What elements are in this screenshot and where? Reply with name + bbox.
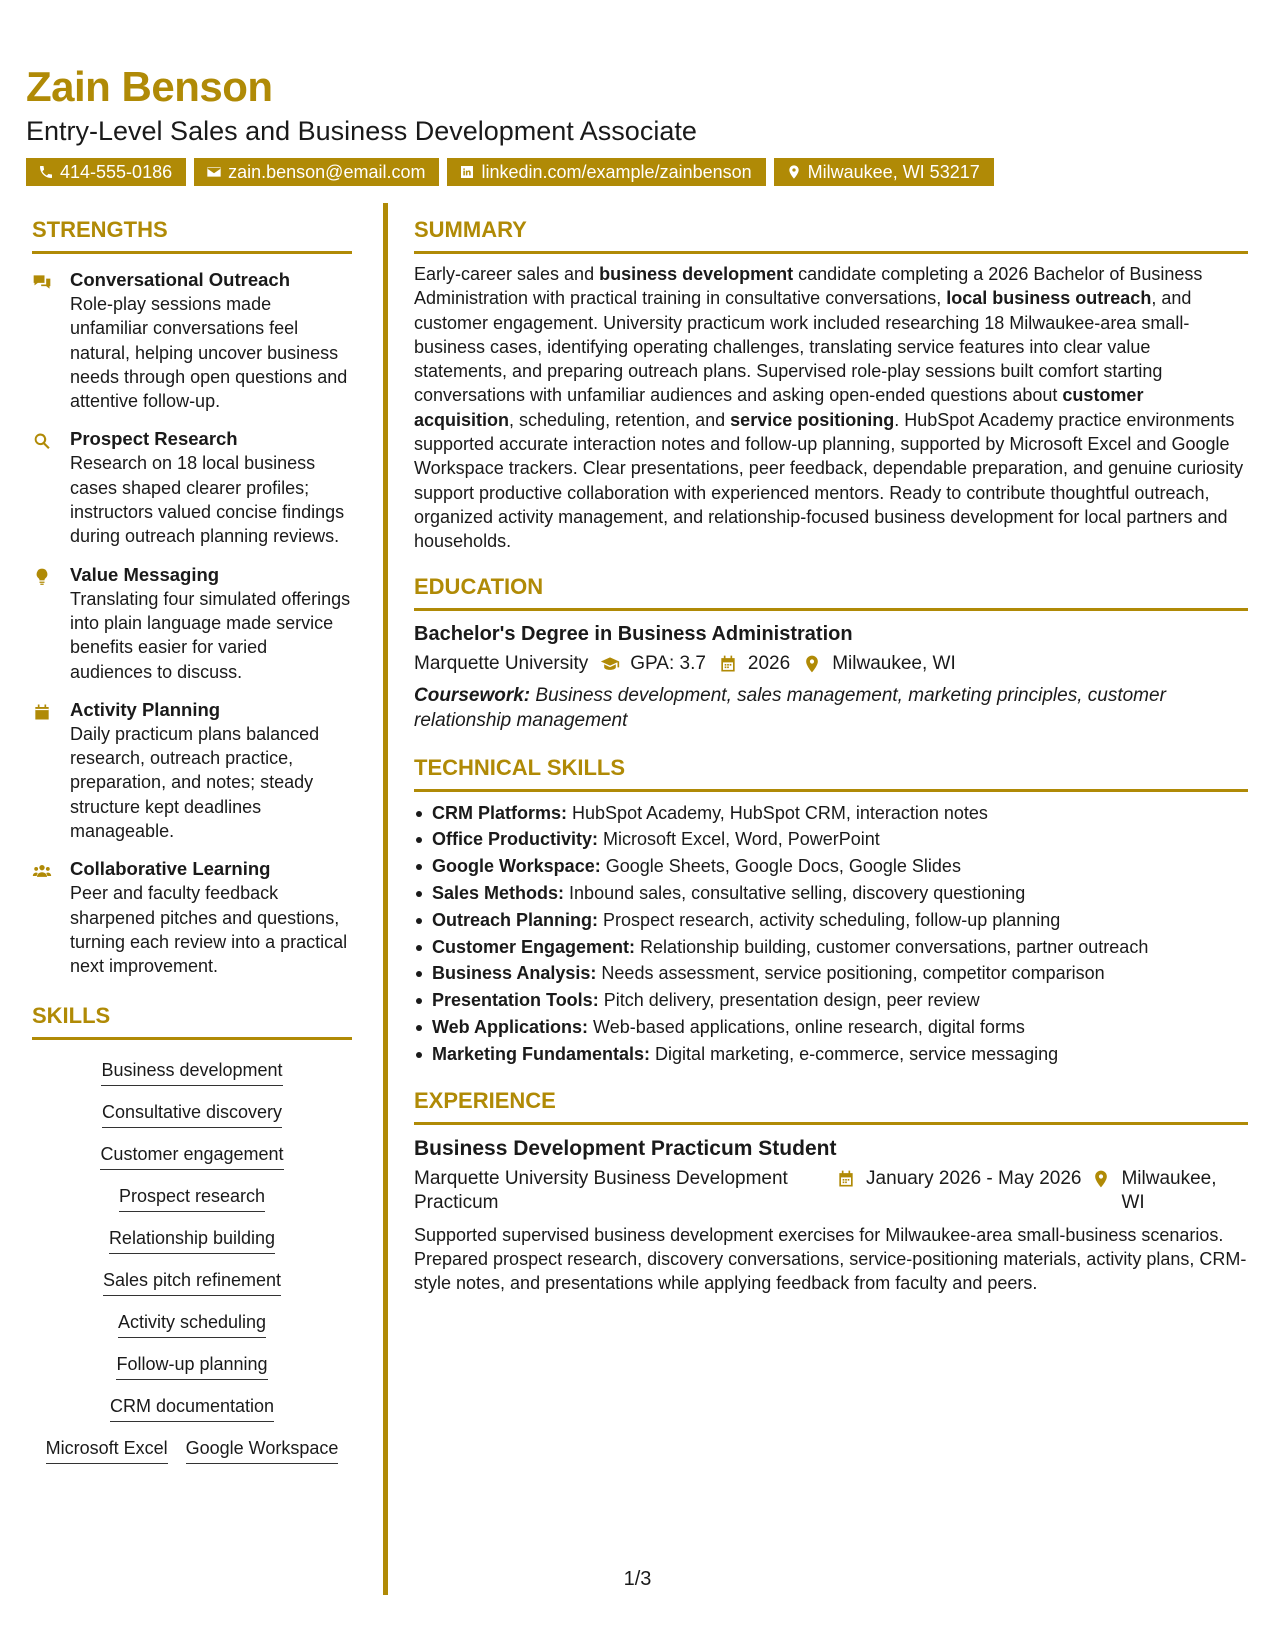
phone-chip[interactable] [26,158,186,186]
list-item [414,1014,1248,1041]
strength-title: Prospect Research [70,428,238,450]
list-item [414,880,1248,907]
skill-label: Google Workspace: [432,856,601,877]
calendar-icon [718,654,738,674]
page-number: 1/3 [623,1568,652,1590]
phone-icon [38,164,54,180]
linkedin-icon [459,164,475,180]
skill-label: Presentation Tools: [432,990,599,1011]
linkedin-text: linkedin.com/example/zainbenson [481,162,752,182]
summary-emphasis: service positioning [730,409,895,430]
skill-tag: CRM documentation [110,1394,274,1422]
education-section [414,572,1248,733]
skill-tag: Google Workspace [186,1436,339,1464]
strength-text: Peer and faculty feedback sharpened pitches and questions, turning each review into a practical next improvement. [70,883,348,977]
strength-text: Role-play sessions made unfamiliar conversations feel natural, helping uncover business needs through open questions and attentive follow-up. [70,294,348,412]
skill-tag: Relationship building [109,1226,275,1254]
strengths-heading: STRENGTHS [32,217,168,242]
technical-skills-section [414,753,1248,1068]
school-location: Milwaukee, WI [832,652,956,674]
graduation-cap-icon [600,654,620,674]
skill-label: CRM Platforms: [432,802,568,823]
job-location [1091,1167,1231,1215]
summary-part: Early-career sales and [414,264,600,284]
job-title: Business Development Practicum Student [414,1136,837,1160]
list-item [414,1041,1248,1068]
users-icon [32,861,52,881]
technical-skills-list [414,800,1248,1068]
strength-title: Collaborative Learning [70,858,271,880]
job-organization: Marquette University Business Development Practicum [414,1167,788,1213]
strength-item [32,857,352,978]
summary-emphasis: business development [599,264,794,284]
map-pin-icon [802,654,822,674]
skill-value: HubSpot Academy, HubSpot CRM, interaction notes [572,802,988,823]
job-meta [414,1167,1248,1215]
list-item [414,800,1248,827]
job-description: Supported supervised business development exercises for Milwaukee-area small-business scenarios. Prepared prospect research, discovery conversations, service-positioning materials, activity plans, CRM-style notes, and presentations while applying feedback from faculty and peers. [414,1224,1247,1294]
summary-part: , scheduling, retention, and [509,409,731,430]
right-column [414,215,1248,1295]
calendar-icon [836,1169,856,1189]
candidate-title: Entry-Level Sales and Business Development Associate [26,116,697,146]
skill-label: Sales Methods: [432,882,565,903]
strength-item [32,427,352,548]
list-item [414,826,1248,853]
skill-label: Web Applications: [432,1016,589,1037]
coursework-list: Business development, sales management, marketing principles, customer relationship management [414,684,1166,731]
skill-tag: Sales pitch refinement [103,1268,281,1296]
linkedin-chip[interactable] [447,158,765,186]
email-text: zain.benson@email.com [228,162,426,182]
degree-title: Bachelor's Degree in Business Administration [414,622,853,645]
skill-value: Web-based applications, online research, digital forms [593,1016,1025,1037]
list-item [414,960,1248,987]
list-item [414,934,1248,961]
skill-tag: Business development [101,1058,282,1086]
skill-value: Inbound sales, consultative selling, discovery questioning [569,882,1026,903]
email-chip[interactable] [194,158,439,186]
coursework [414,683,1248,733]
lightbulb-icon [32,567,52,587]
list-item [414,987,1248,1014]
skill-tag: Activity scheduling [118,1310,266,1338]
skills-heading: SKILLS [32,1002,111,1028]
map-pin-icon [786,164,802,180]
strength-text: Daily practicum plans balanced research, outreach practice, preparation, and notes; steady structure kept deadlines manageable. [70,723,320,842]
strength-title: Conversational Outreach [70,269,291,290]
summary-part: . HubSpot Academy practice environments supported accurate interaction notes and follow-up planning, supported by Microsoft Excel and Google Workspace trackers. Clear presentations, peer feedback, dependable preparation, and genuine curiosity support productive collaboration with experienced mentors. Ready to contribute thoughtful outreach, organized activity management, and relationship-focused business development for local partners and households. [414,409,1244,552]
strength-text: Translating four simulated offerings into plain language made service benefits easier for varied audiences to discuss. [70,588,351,682]
resume-header [26,62,1256,186]
summary-part: , and customer engagement. University practicum work included researching 18 Milwaukee-area small-business cases, identifying operating challenges, translating service features into clear value statements, and preparing outreach plans. Supervised role-play sessions built comfort starting conversations with unfamiliar audiences and asking open-ended questions about [414,288,1192,406]
section-rule [32,251,352,254]
section-rule [414,251,1248,254]
skill-tag: Consultative discovery [102,1100,282,1128]
skills-list [32,1050,352,1464]
section-rule [414,1122,1248,1125]
location-chip [774,158,994,186]
technical-skills-heading: TECHNICAL SKILLS [414,754,626,780]
skill-tag: Microsoft Excel [46,1436,168,1464]
strength-text: Research on 18 local business cases shaped clearer profiles; instructors valued concise findings during outreach planning reviews. [70,453,345,547]
strength-item [32,563,352,684]
skill-value: Google Sheets, Google Docs, Google Slides [605,856,961,877]
skill-label: Office Productivity: [432,829,599,850]
calendar-icon [32,702,52,722]
skill-tag: Customer engagement [100,1142,283,1170]
strength-item [32,698,352,843]
search-icon [32,431,52,451]
job-dates [836,1167,1081,1215]
skill-value: Pitch delivery, presentation design, peer review [603,990,980,1011]
skill-value: Digital marketing, e-commerce, service messaging [655,1043,1059,1064]
skill-tag: Follow-up planning [116,1352,267,1380]
summary-emphasis: local business outreach [946,288,1152,309]
school-name: Marquette University [414,652,589,674]
skill-label: Marketing Fundamentals: [432,1043,651,1064]
coursework-label: Coursework: [414,684,531,706]
left-column [32,215,352,1464]
contact-bar [26,158,1256,186]
list-item [414,907,1248,934]
skill-label: Business Analysis: [432,963,597,984]
section-rule [32,1037,352,1040]
strength-item [32,268,352,413]
experience-section [414,1086,1248,1296]
skill-value: Relationship building, customer conversations, partner outreach [640,936,1149,957]
experience-heading: EXPERIENCE [414,1087,556,1113]
summary-part: candidate completing a 2026 Bachelor of Business Administration with practical training in consultative conversations, [414,264,1203,309]
phone-text: 414-555-0186 [60,162,173,182]
skill-label: Outreach Planning: [432,909,599,930]
job-location-text: Milwaukee, WI [1121,1167,1217,1213]
skill-tag: Prospect research [119,1184,265,1212]
education-heading: EDUCATION [414,573,544,599]
section-rule [414,608,1248,611]
graduation-year: 2026 [747,652,791,674]
candidate-name: Zain Benson [26,63,273,110]
skill-value: Prospect research, activity scheduling, follow-up planning [603,909,1061,930]
section-rule [414,789,1248,792]
skill-label: Customer Engagement: [432,936,636,957]
summary-text [414,262,1248,554]
education-meta [414,651,1248,677]
gpa-text: GPA: 3.7 [630,652,706,674]
skill-value: Microsoft Excel, Word, PowerPoint [603,829,880,850]
envelope-icon [206,164,222,180]
summary-emphasis: customer acquisition [414,385,1144,430]
comments-icon [32,272,52,292]
skill-value: Needs assessment, service positioning, competitor comparison [601,963,1105,984]
map-pin-icon [1091,1169,1111,1189]
summary-heading: SUMMARY [414,217,527,242]
location-text: Milwaukee, WI 53217 [807,162,980,182]
strength-title: Value Messaging [70,563,220,585]
column-divider [383,203,388,1595]
strength-title: Activity Planning [70,698,221,720]
list-item [414,853,1248,880]
job-dates-text: January 2026 - May 2026 [866,1167,1082,1189]
